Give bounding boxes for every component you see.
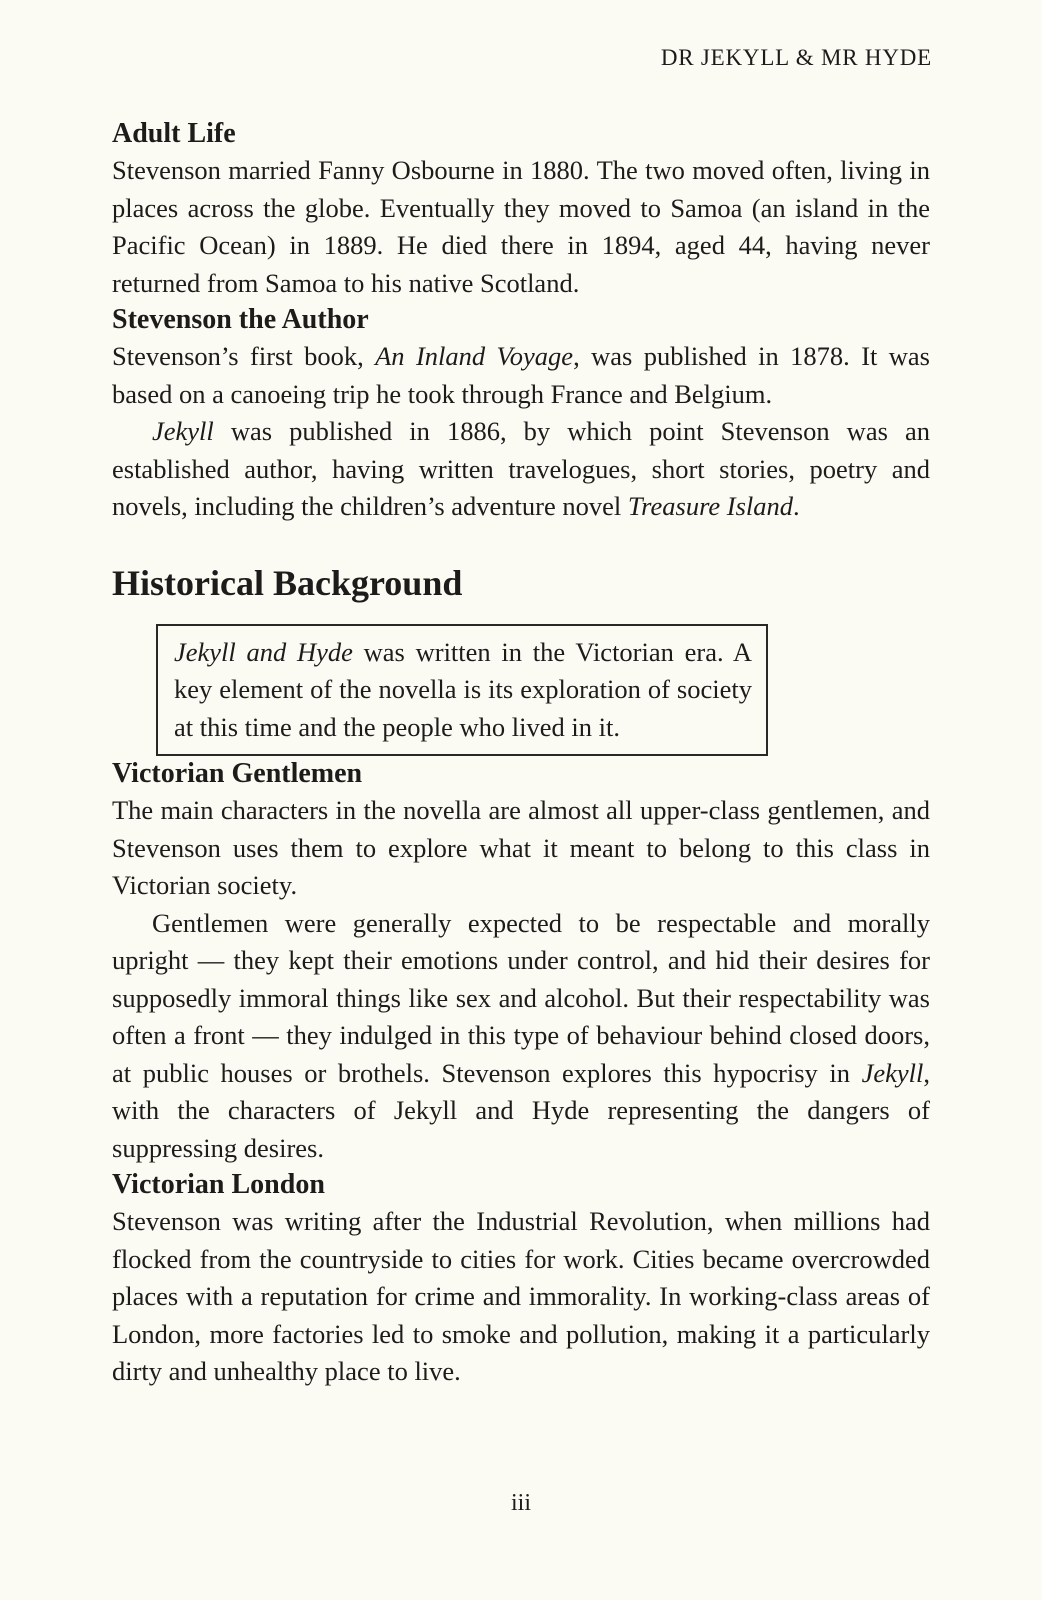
gentlemen-paragraph-2: [112, 905, 930, 1168]
author-paragraph-2: [112, 413, 930, 526]
page-number: iii: [510, 1490, 531, 1516]
london-paragraph: Stevenson was writing after the Industrial Revolution, when millions had flocked from the countryside to cities for work. Cities became overcrowded places with a reputation for crime and immorality. In working-class areas of London, more factories led to smoke and pollution, making it a particularly dirty and unhealthy place to live.: [112, 1206, 930, 1386]
running-head: DR JEKYLL & MR HYDE: [660, 45, 932, 70]
callout-book-title: Jekyll and Hyde: [174, 636, 353, 667]
gentlemen-heading: Victorian Gentlemen: [112, 758, 363, 789]
author-p2-end: .: [793, 491, 800, 521]
author-heading: Stevenson the Author: [112, 304, 369, 335]
author-p2-middle: was published in 1886, by which point Stevenson was an established author, having written travelogues, short stories, poetry and novels, including the children’s adventure novel: [112, 416, 930, 521]
callout-text: [174, 634, 752, 747]
gentlemen-paragraph-1: The main characters in the novella are almost all upper-class gentlemen, and Stevenson uses them to explore what it meant to belong to this class in Victorian society.: [112, 795, 930, 900]
author-p1-after: , was published in 1878. It was based on a canoeing trip he took through France and Belgium.: [112, 341, 930, 409]
author-paragraph-1: [112, 338, 930, 413]
author-p1-before: Stevenson’s first book,: [112, 341, 376, 371]
gentlemen-book-title: Jekyll: [861, 1057, 924, 1088]
adult-life-paragraph: Stevenson married Fanny Osbourne in 1880. The two moved often, living in places across the globe. Eventually they moved to Samoa (an island in the Pacific Ocean) in 1889. He died there in 1894, aged 44, having never returned from Samoa to his native Scotland.: [112, 155, 930, 298]
callout-body: was written in the Victorian era. A key element of the novella is its exploration of society at this time and the people who lived in it.: [174, 636, 753, 742]
book-title-jekyll: Jekyll: [152, 416, 214, 446]
gentlemen-p2-before: Gentlemen were generally expected to be respectable and morally upright — they kept their emotions under control, and hid their desires for supposedly immoral things like sex and alcohol. But their respectability was often a front — they indulged in this type of behaviour behind closed doors, at public houses or brothels. Stevenson explores this hypocrisy in: [112, 907, 930, 1088]
book-title-treasure-island: Treasure Island: [627, 491, 794, 521]
callout-box: [156, 624, 768, 757]
london-heading: Victorian London: [112, 1169, 325, 1200]
page-body: [112, 116, 930, 1391]
gentlemen-p2-after: , with the characters of Jekyll and Hyde representing the dangers of suppressing desires.: [112, 1057, 930, 1163]
book-title-inland-voyage: An Inland Voyage: [375, 341, 574, 371]
adult-life-heading: Adult Life: [112, 118, 236, 149]
historical-background-heading: Historical Background: [112, 562, 463, 603]
